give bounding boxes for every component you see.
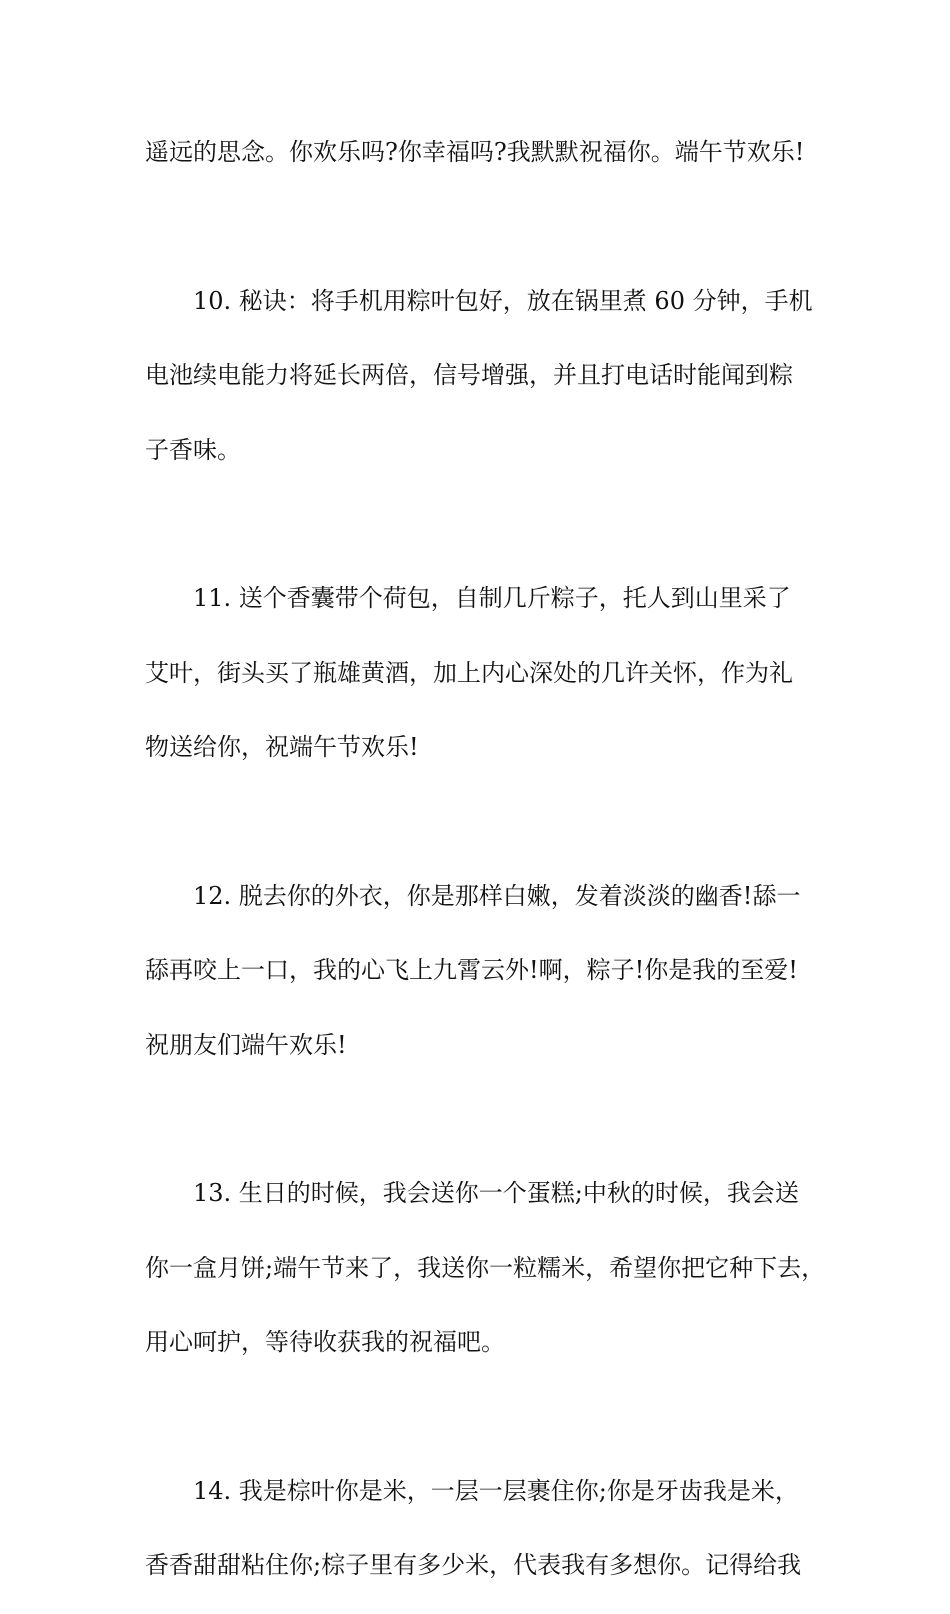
blank-line xyxy=(145,498,825,572)
paragraph-12-line-1: 12. 脱去你的外衣，你是那样白嫩，发着淡淡的幽香!舔一 xyxy=(193,881,801,910)
document-body xyxy=(145,126,825,1614)
blank-line xyxy=(145,796,825,870)
text-line: 遥远的思念。你欢乐吗?你幸福吗?我默默祝福你。端午节欢乐! xyxy=(145,138,805,166)
paragraph-10-line-1: 10. 秘诀：将手机用粽叶包好，放在锅里煮 60 分钟，手机 xyxy=(193,286,813,315)
blank-line xyxy=(145,200,825,274)
paragraph-11-line-3: 物送给你，祝端午节欢乐! xyxy=(145,733,419,762)
paragraph-13-line-3: 用心呵护，等待收获我的祝福吧。 xyxy=(145,1328,505,1357)
paragraph-13-line-1: 13. 生日的时候，我会送你一个蛋糕;中秋的时候，我会送 xyxy=(193,1179,799,1208)
blank-line xyxy=(145,1093,825,1167)
paragraph-12-line-3: 祝朋友们端午欢乐! xyxy=(145,1030,347,1059)
paragraph-12-line-2: 舔再咬上一口，我的心飞上九霄云外!啊，粽子!你是我的至爱! xyxy=(145,956,798,985)
paragraph-14-line-1: 14. 我是棕叶你是米，一层一层裹住你;你是牙齿我是米， xyxy=(193,1477,799,1506)
paragraph-11-line-2: 艾叶，街头买了瓶雄黄酒，加上内心深处的几许关怀，作为礼 xyxy=(145,658,793,687)
paragraph-10-line-2: 电池续电能力将延长两倍，信号增强，并且打电话时能闻到粽 xyxy=(145,361,793,390)
paragraph-13-line-2: 你一盒月饼;端午节来了，我送你一粒糯米，希望你把它种下去， xyxy=(145,1253,826,1282)
blank-line xyxy=(145,1391,825,1465)
paragraph-11-line-1: 11. 送个香囊带个荷包，自制几斤粽子，托人到山里采了 xyxy=(193,584,791,613)
paragraph-14-line-2: 香香甜甜粘住你;棕子里有多少米，代表我有多想你。记得给我 xyxy=(145,1551,802,1580)
paragraph-10-line-3: 子香味。 xyxy=(145,435,241,464)
